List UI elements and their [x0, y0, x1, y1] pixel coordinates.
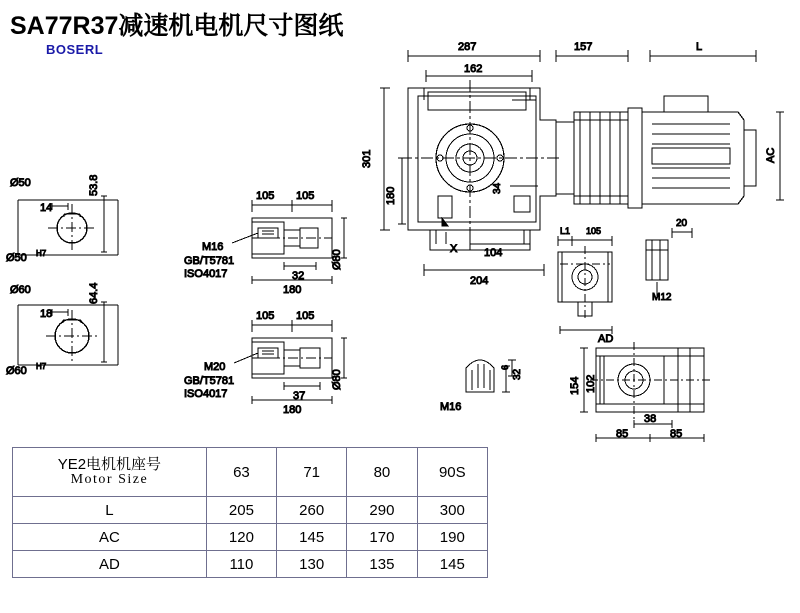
dim-fl1-105a: 105 — [256, 190, 275, 202]
brand-logo: BOSERL — [46, 42, 104, 57]
label-m16-key: M16 — [440, 401, 462, 413]
dim-L1: L1 — [560, 226, 571, 236]
row-AC-value-3: 190 — [417, 524, 487, 551]
dim-157: 157 — [574, 41, 593, 53]
table-header-value-1: 71 — [277, 448, 347, 497]
dim-102: 102 — [585, 374, 597, 393]
dim-AC-group — [776, 112, 784, 200]
dim-85b: 85 — [670, 428, 683, 440]
row-AD-value-3: 145 — [417, 551, 487, 578]
dim-fl1-180: 180 — [283, 284, 302, 296]
row-AC-value-1: 145 — [277, 524, 347, 551]
dim-d60h7-sup: H7 — [36, 362, 47, 371]
dim-d50-top: Ø50 — [10, 177, 31, 189]
dim-fl1-105b: 105 — [296, 190, 315, 202]
page-title: SA77R37减速机电机尺寸图纸 — [10, 12, 344, 40]
dim-53-8: 53.8 — [88, 174, 100, 196]
row-label-AC: AC — [13, 524, 207, 551]
table-row — [13, 551, 488, 578]
label-iso4017-2: ISO4017 — [184, 388, 228, 400]
dim-d60-top: Ø60 — [10, 284, 31, 296]
dim-301: 301 — [361, 149, 373, 168]
dim-14: 14 — [40, 202, 53, 214]
main-assembly — [400, 80, 756, 250]
dim-fl2-105a: 105 — [256, 310, 275, 322]
dim-fl1-d80: Ø80 — [331, 249, 343, 270]
label-m20: M20 — [204, 361, 226, 373]
dim-38: 38 — [644, 413, 657, 425]
dim-fl2-d80: Ø80 — [331, 369, 343, 390]
row-L-value-1: 260 — [277, 497, 347, 524]
side-view-ad — [558, 236, 612, 334]
row-L-value-2: 290 — [347, 497, 417, 524]
label-m16: M16 — [202, 241, 224, 253]
shaft-section-1 — [18, 196, 118, 255]
dim-d60h7: Ø60 — [6, 365, 27, 377]
dim-fl2-105b: 105 — [296, 310, 315, 322]
dim-154: 154 — [569, 376, 581, 395]
table-row — [13, 524, 488, 551]
dim-301-group — [380, 88, 390, 230]
dim-AD: AD — [598, 333, 614, 345]
dim-180-group — [398, 158, 406, 224]
table-header-label — [13, 448, 207, 497]
dim-6: 6 — [500, 364, 510, 370]
label-gb-5781-1: GB/T5781 — [184, 255, 235, 267]
dim-fl2-180: 180 — [283, 404, 302, 416]
motor-size-table — [12, 447, 488, 578]
table-row — [13, 497, 488, 524]
label-gb-5781-2: GB/T5781 — [184, 375, 235, 387]
table-header-label-en: Motor Size — [70, 471, 149, 487]
label-m12: M12 — [652, 292, 672, 303]
label-X: X — [450, 243, 458, 255]
dim-85a: 85 — [616, 428, 629, 440]
dim-18: 18 — [40, 308, 53, 320]
dim-AC: AC — [765, 147, 777, 163]
row-label-L: L — [13, 497, 207, 524]
dim-104: 104 — [484, 247, 503, 259]
row-AC-value-0: 120 — [206, 524, 276, 551]
dim-L-group — [650, 50, 756, 62]
dim-fl1-32: 32 — [292, 270, 305, 282]
dim-287: 287 — [458, 41, 477, 53]
dim-162: 162 — [464, 63, 483, 75]
label-iso4017-1: ISO4017 — [184, 268, 228, 280]
row-AC-value-2: 170 — [347, 524, 417, 551]
dim-d50h7: Ø50 — [6, 252, 27, 264]
table-header-label-cn: YE2电机机座号 — [57, 455, 162, 473]
table-header-row — [13, 448, 488, 497]
dim-180-main: 180 — [385, 186, 397, 205]
flange-view-1 — [232, 200, 347, 284]
dim-d50h7-sup: H7 — [36, 249, 47, 258]
row-L-value-3: 300 — [417, 497, 487, 524]
dim-34: 34 — [492, 182, 503, 194]
dim-32-key: 32 — [512, 368, 523, 380]
shaft-section-2 — [18, 302, 118, 365]
dim-64-4: 64.4 — [88, 282, 100, 304]
table-header-value-2: 80 — [347, 448, 417, 497]
table-header-value-3: 90S — [417, 448, 487, 497]
dim-105-small: 105 — [586, 226, 602, 236]
dim-L: L — [696, 41, 703, 53]
m16-key-detail — [466, 360, 516, 392]
dim-fl2-37: 37 — [293, 390, 306, 402]
row-L-value-0: 205 — [206, 497, 276, 524]
dim-20: 20 — [676, 218, 688, 229]
table-header-value-0: 63 — [206, 448, 276, 497]
m12-detail — [646, 228, 692, 296]
row-AD-value-0: 110 — [206, 551, 276, 578]
row-AD-value-2: 135 — [347, 551, 417, 578]
flange-view-2 — [234, 320, 347, 404]
bottom-right-view — [580, 342, 712, 442]
row-label-AD: AD — [13, 551, 207, 578]
row-AD-value-1: 130 — [277, 551, 347, 578]
dim-204: 204 — [470, 275, 489, 287]
